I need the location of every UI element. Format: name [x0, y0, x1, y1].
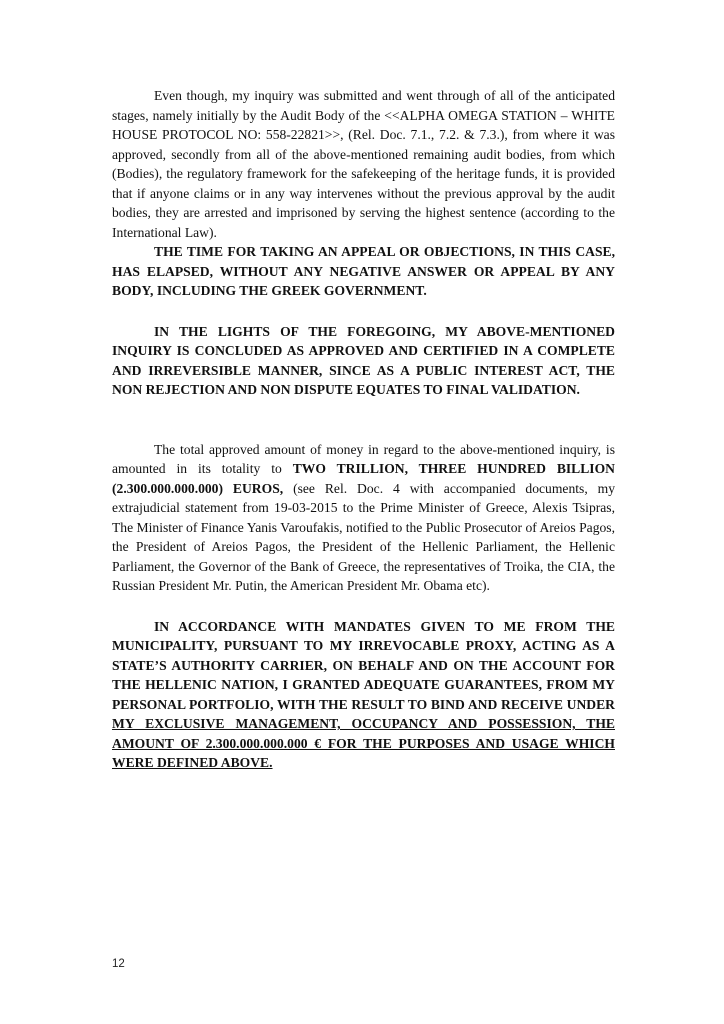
mandates-underlined-text: MY EXCLUSIVE MANAGEMENT, OCCUPANCY AND POSSESSION, THE AMOUNT OF 2.300.000.000.000 € FOR THE PURPOSES AND USAGE WHICH WERE DEFINED ABOVE.: [112, 716, 615, 770]
amount-references-text: (see Rel. Doc. 4 with accompanied documents, my extrajudicial statement from 19-03-2015 to the Prime Minister of Greece, Alexis Tsipras, The Minister of Finance Yanis Varoufakis, notified to the Public Prosecutor of Areios Pagos, the President of Areios Pagos, the President of the Hellenic Parliament, the Hellenic Parliament, the Governor of the Bank of Greece, the representatives of Troika, the CIA, the Russian President Mr. Putin, the American President Mr. Obama etc).: [112, 480, 615, 593]
paragraph-mandates: [112, 617, 615, 773]
page-number: 12: [112, 958, 125, 970]
paragraph-approved-amount: [112, 440, 615, 596]
amount-intro-text: The total approved amount of money in regard to the above-mentioned inquiry, is amounted in its totality to: [112, 441, 615, 476]
page-body: [112, 86, 615, 773]
amount-bold-text: TWO TRILLION, THREE HUNDRED BILLION (2.300.000.000.000) EUROS,: [112, 461, 615, 496]
paragraph-conclusion: IN THE LIGHTS OF THE FOREGOING, MY ABOVE-MENTIONED INQUIRY IS CONCLUDED AS APPROVED AND CERTIFIED IN A COMPLETE AND IRREVERSIBLE MANNER, SINCE AS A PUBLIC INTEREST ACT, THE NON REJECTION AND NON DISPUTE EQUATES TO FINAL VALIDATION.: [112, 323, 615, 397]
paragraph-inquiry-stages: Even though, my inquiry was submitted and went through of all of the anticipated stages, namely initially by the Audit Body of the <<ALPHA OMEGA STATION – WHITE HOUSE PROTOCOL NO: 558-22821>>, (Rel. Doc. 7.1., 7.2. & 7.3.), from where it was approved, secondly from all of the above-mentioned remaining audit bodies, from which (Bodies), the regulatory framework for the safekeeping of the heritage funds, it is provided that if anyone claims or in any way intervenes without the previous approval by the audit bodies, they are arrested and imprisoned by serving the highest sentence (according to the International Law).: [112, 88, 615, 240]
mandates-text: IN ACCORDANCE WITH MANDATES GIVEN TO ME FROM THE MUNICIPALITY, PURSUANT TO MY IRREVOCABLE PROXY, ACTING AS A STATE’S AUTHORITY CARRIER, ON BEHALF AND ON THE ACCOUNT FOR THE HELLENIC NATION, I GRANTED ADEQUATE GUARANTEES, FROM MY PERSONAL PORTFOLIO, WITH THE RESULT TO BIND AND RECEIVE UNDER: [112, 618, 615, 712]
paragraph-appeal-elapsed: THE TIME FOR TAKING AN APPEAL OR OBJECTIONS, IN THIS CASE, HAS ELAPSED, WITHOUT ANY NEGATIVE ANSWER OR APPEAL BY ANY BODY, INCLUDING THE GREEK GOVERNMENT.: [112, 244, 615, 298]
